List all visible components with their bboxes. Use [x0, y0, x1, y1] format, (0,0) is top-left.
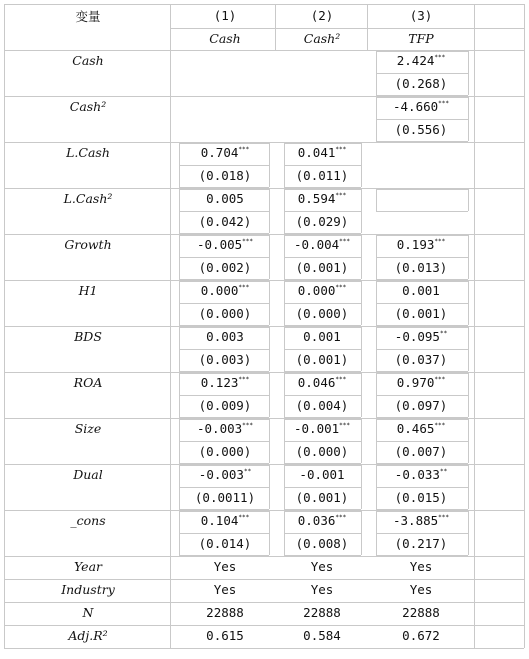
- coefficient-cell: [351, 467, 491, 483]
- cell-box-mid: [179, 395, 269, 396]
- cell-box-top: [284, 281, 361, 282]
- footer-value: [351, 559, 491, 575]
- row-label-text: BDS: [74, 329, 102, 344]
- row-label-text: ROA: [73, 375, 103, 390]
- coefficient-cell-text: 0.594: [297, 191, 336, 206]
- footer-label: [18, 605, 158, 621]
- empty-box-left: [376, 189, 377, 211]
- cell-box-mid: [284, 395, 361, 396]
- coefficient-cell: [351, 283, 491, 299]
- row-label: [18, 53, 158, 69]
- std-error-cell-text: (0.018): [198, 168, 252, 183]
- variable-header-text: 变量: [75, 9, 101, 24]
- std-error-cell-text: (0.001): [295, 490, 349, 505]
- coefficient-cell-text: 0.001: [303, 329, 341, 344]
- cell-box-bottom: [179, 279, 269, 280]
- row-label-text: Cash: [72, 53, 104, 68]
- cell-box-mid: [179, 487, 269, 488]
- std-error-cell: [351, 306, 491, 322]
- significance-stars: **: [243, 468, 252, 475]
- coefficient-cell: [252, 145, 392, 161]
- footer-value-text: 0.615: [206, 628, 244, 643]
- cell-box-mid: [179, 211, 269, 212]
- significance-stars: **: [439, 330, 448, 337]
- cell-box-top: [179, 465, 269, 466]
- header-divider: [170, 28, 524, 29]
- std-error-cell-text: (0.000): [198, 306, 252, 321]
- footer-label: [18, 628, 158, 644]
- footer-value-text: Yes: [213, 559, 237, 574]
- row-label: [18, 421, 158, 437]
- std-error-cell-text: (0.000): [198, 444, 252, 459]
- footer-row-separator: [4, 648, 524, 649]
- column-number-3-text: (3): [409, 8, 433, 23]
- row-label: [18, 237, 158, 253]
- label-column-line: [170, 96, 171, 142]
- column-number-2-text: (2): [310, 8, 334, 23]
- coefficient-cell-text: 0.001: [402, 283, 440, 298]
- row-label: [18, 513, 158, 529]
- cell-box-mid: [179, 533, 269, 534]
- cell-box-mid: [284, 257, 361, 258]
- cell-box-mid: [284, 211, 361, 212]
- cell-box-top: [179, 511, 269, 512]
- cell-box-bottom: [376, 555, 468, 556]
- column-name-1-text: Cash: [209, 31, 241, 46]
- cell-box-bottom: [179, 463, 269, 464]
- std-error-cell-text: (0.001): [295, 260, 349, 275]
- std-error-cell-text: (0.556): [394, 122, 448, 137]
- significance-stars: ***: [434, 54, 446, 61]
- row-label: [18, 329, 158, 345]
- coefficient-cell-text: 0.003: [206, 329, 244, 344]
- cell-box-top: [284, 419, 361, 420]
- coefficient-cell-text: 0.704: [200, 145, 239, 160]
- significance-stars: ***: [335, 376, 347, 383]
- row-label: [18, 145, 158, 161]
- cell-box-top: [376, 511, 468, 512]
- cell-box-mid: [284, 165, 361, 166]
- coefficient-cell-text: 0.000: [297, 283, 336, 298]
- std-error-cell-text: (0.002): [198, 260, 252, 275]
- cell-box-mid: [284, 533, 361, 534]
- footer-value-text: 22888: [206, 605, 244, 620]
- cell-box-bottom: [284, 325, 361, 326]
- std-error-cell-text: (0.268): [394, 76, 448, 91]
- cell-box-bottom: [376, 141, 468, 142]
- significance-stars: ***: [335, 284, 347, 291]
- cell-box-mid: [376, 441, 468, 442]
- cell-box-bottom: [284, 279, 361, 280]
- cell-box-top: [376, 373, 468, 374]
- coefficient-cell-text: 0.005: [206, 191, 244, 206]
- footer-value: [351, 582, 491, 598]
- std-error-cell-text: (0.011): [295, 168, 349, 183]
- coefficient-cell-text: 0.046: [297, 375, 336, 390]
- significance-stars: ***: [238, 376, 250, 383]
- significance-stars: ***: [438, 100, 449, 107]
- coefficient-cell: [252, 191, 392, 207]
- significance-stars: ***: [339, 422, 350, 429]
- footer-value-text: 0.584: [303, 628, 341, 643]
- row-label-text: Dual: [73, 467, 103, 482]
- coefficient-cell-text: -0.005: [197, 237, 243, 252]
- footer-value-text: Yes: [310, 582, 334, 597]
- coefficient-cell: [351, 53, 491, 69]
- std-error-cell-text: (0.003): [198, 352, 252, 367]
- std-error-cell-text: (0.007): [394, 444, 448, 459]
- coefficient-cell-text: -0.033: [394, 467, 440, 482]
- coefficient-cell-text: 0.970: [396, 375, 435, 390]
- cell-box-top: [284, 327, 361, 328]
- std-error-cell: [351, 122, 491, 138]
- cell-box-top: [284, 189, 361, 190]
- coefficient-cell: [351, 375, 491, 391]
- cell-box-top: [376, 51, 468, 52]
- std-error-cell: [351, 260, 491, 276]
- footer-value: [351, 605, 491, 621]
- cell-box-bottom: [284, 233, 361, 234]
- cell-box-top: [284, 143, 361, 144]
- cell-box-mid: [376, 257, 468, 258]
- coefficient-cell-text: -4.660: [393, 99, 439, 114]
- footer-value-text: Yes: [409, 559, 433, 574]
- cell-box-mid: [179, 303, 269, 304]
- std-error-cell-text: (0.014): [198, 536, 252, 551]
- footer-label: [18, 582, 158, 598]
- significance-stars: ***: [335, 514, 347, 521]
- row-label: [18, 99, 158, 115]
- row-label: [18, 467, 158, 483]
- column-number-1-text: (1): [213, 8, 237, 23]
- cell-box-mid: [376, 395, 468, 396]
- coefficient-cell: [351, 421, 491, 437]
- cell-box-bottom: [179, 187, 269, 188]
- cell-box-top: [284, 235, 361, 236]
- std-error-cell-text: (0.009): [198, 398, 252, 413]
- row-label-text: L.Cash²: [63, 191, 113, 206]
- coefficient-cell-text: 0.000: [200, 283, 239, 298]
- significance-stars: **: [439, 468, 448, 475]
- significance-stars: ***: [434, 422, 446, 429]
- cell-box-bottom: [179, 509, 269, 510]
- coefficient-cell: [351, 513, 491, 529]
- cell-box-mid: [376, 73, 468, 74]
- footer-value: [351, 628, 491, 644]
- row-separator: [4, 556, 524, 557]
- cell-box-mid: [179, 349, 269, 350]
- cell-box-top: [179, 281, 269, 282]
- coefficient-cell-text: -0.001: [294, 421, 340, 436]
- coefficient-cell-text: -0.003: [197, 421, 243, 436]
- std-error-cell: [351, 536, 491, 552]
- coefficient-cell-text: 0.193: [396, 237, 435, 252]
- row-label: [18, 283, 158, 299]
- cell-box-top: [376, 97, 468, 98]
- right-column-line: [474, 188, 475, 234]
- std-error-cell-text: (0.037): [394, 352, 448, 367]
- footer-value-text: 0.672: [402, 628, 440, 643]
- column-name-3-text: TFP: [408, 31, 434, 46]
- std-error-cell-text: (0.097): [394, 398, 448, 413]
- cell-box-top: [376, 235, 468, 236]
- footer-row-separator: [4, 579, 524, 580]
- footer-value-text: Yes: [213, 582, 237, 597]
- std-error-cell-text: (0.015): [394, 490, 448, 505]
- coefficient-cell-text: -3.885: [393, 513, 439, 528]
- cell-box-top: [284, 465, 361, 466]
- std-error-cell: [252, 168, 392, 184]
- cell-box-top: [179, 327, 269, 328]
- significance-stars: ***: [242, 422, 253, 429]
- std-error-cell-text: (0.029): [295, 214, 349, 229]
- cell-box-bottom: [179, 371, 269, 372]
- cell-box-bottom: [179, 417, 269, 418]
- table-right-border: [524, 4, 525, 648]
- cell-box-bottom: [376, 417, 468, 418]
- coefficient-cell: [351, 99, 491, 115]
- significance-stars: ***: [434, 376, 446, 383]
- std-error-cell-text: (0.042): [198, 214, 252, 229]
- cell-box-bottom: [376, 509, 468, 510]
- footer-row-separator: [4, 602, 524, 603]
- empty-box-top: [376, 189, 468, 190]
- row-label: [18, 191, 158, 207]
- coefficient-cell: [351, 237, 491, 253]
- coefficient-cell-text: 0.041: [297, 145, 336, 160]
- cell-box-mid: [179, 441, 269, 442]
- row-label-text: _cons: [70, 513, 106, 528]
- significance-stars: ***: [238, 146, 250, 153]
- cell-box-top: [376, 465, 468, 466]
- coefficient-cell-text: 2.424: [396, 53, 435, 68]
- cell-box-top: [284, 373, 361, 374]
- row-label-text: Cash²: [69, 99, 107, 114]
- cell-box-mid: [284, 349, 361, 350]
- std-error-cell: [351, 490, 491, 506]
- std-error-cell: [351, 352, 491, 368]
- coefficient-cell: [351, 329, 491, 345]
- cell-box-bottom: [376, 279, 468, 280]
- cell-box-top: [179, 373, 269, 374]
- cell-box-mid: [179, 257, 269, 258]
- footer-label-text: Adj.R²: [68, 628, 108, 643]
- coefficient-cell-text: 0.036: [297, 513, 336, 528]
- cell-box-top: [376, 327, 468, 328]
- cell-box-top: [179, 189, 269, 190]
- cell-box-bottom: [284, 187, 361, 188]
- cell-box-bottom: [376, 371, 468, 372]
- significance-stars: ***: [238, 284, 250, 291]
- cell-box-top: [179, 143, 269, 144]
- coefficient-cell-text: 0.123: [200, 375, 239, 390]
- coefficient-cell-text: -0.095: [394, 329, 440, 344]
- right-column-line: [474, 142, 475, 188]
- std-error-cell-text: (0.008): [295, 536, 349, 551]
- cell-box-bottom: [284, 509, 361, 510]
- row-label-text: L.Cash: [66, 145, 110, 160]
- std-error-cell: [351, 444, 491, 460]
- footer-label-text: N: [82, 605, 94, 620]
- std-error-cell-text: (0.217): [394, 536, 448, 551]
- row-label-text: H1: [78, 283, 98, 298]
- footer-label: [18, 559, 158, 575]
- significance-stars: ***: [335, 192, 347, 199]
- empty-box-bottom: [376, 211, 468, 212]
- cell-box-top: [376, 419, 468, 420]
- significance-stars: ***: [339, 238, 350, 245]
- coefficient-cell-text: -0.001: [299, 467, 345, 482]
- row-label: [18, 375, 158, 391]
- coefficient-cell-text: 0.104: [200, 513, 239, 528]
- table-top-border: [4, 4, 524, 5]
- significance-stars: ***: [238, 514, 250, 521]
- cell-box-mid: [284, 441, 361, 442]
- coefficient-cell-text: 0.465: [396, 421, 435, 436]
- variable-header: [18, 9, 158, 25]
- std-error-cell-text: (0.001): [295, 352, 349, 367]
- cell-box-top: [179, 235, 269, 236]
- std-error-cell: [351, 76, 491, 92]
- row-label-text: Size: [74, 421, 102, 436]
- significance-stars: ***: [242, 238, 253, 245]
- cell-box-bottom: [376, 95, 468, 96]
- footer-value-text: Yes: [310, 559, 334, 574]
- cell-box-bottom: [284, 417, 361, 418]
- cell-box-mid: [376, 349, 468, 350]
- significance-stars: ***: [434, 238, 446, 245]
- cell-box-mid: [376, 303, 468, 304]
- cell-box-mid: [376, 119, 468, 120]
- footer-label-text: Year: [74, 559, 102, 574]
- column-name-2-text: Cash²: [303, 31, 341, 46]
- cell-box-mid: [284, 303, 361, 304]
- cell-box-bottom: [376, 463, 468, 464]
- label-column-line: [170, 50, 171, 96]
- std-error-cell-text: (0.001): [394, 306, 448, 321]
- std-error-cell-text: (0.013): [394, 260, 448, 275]
- significance-stars: ***: [335, 146, 347, 153]
- cell-box-mid: [376, 487, 468, 488]
- footer-row-separator: [4, 625, 524, 626]
- cell-box-mid: [179, 165, 269, 166]
- cell-box-top: [376, 281, 468, 282]
- cell-box-bottom: [179, 233, 269, 234]
- footer-value-text: 22888: [303, 605, 341, 620]
- cell-box-top: [284, 511, 361, 512]
- cell-box-bottom: [179, 325, 269, 326]
- std-error-cell-text: (0.000): [295, 306, 349, 321]
- std-error-cell-text: (0.000): [295, 444, 349, 459]
- std-error-cell-text: (0.004): [295, 398, 349, 413]
- cell-box-bottom: [179, 555, 269, 556]
- column-name-3: [351, 31, 491, 47]
- std-error-cell-text: (0.0011): [194, 490, 256, 505]
- empty-box-right: [468, 189, 469, 211]
- column-number-3: [351, 8, 491, 24]
- cell-box-bottom: [284, 371, 361, 372]
- coefficient-cell-text: -0.004: [294, 237, 340, 252]
- std-error-cell: [252, 214, 392, 230]
- cell-box-bottom: [284, 555, 361, 556]
- cell-box-mid: [284, 487, 361, 488]
- row-label-text: Growth: [64, 237, 112, 252]
- cell-box-top: [179, 419, 269, 420]
- footer-value-text: 22888: [402, 605, 440, 620]
- footer-value-text: Yes: [409, 582, 433, 597]
- std-error-cell: [351, 398, 491, 414]
- coefficient-cell-text: -0.003: [198, 467, 244, 482]
- footer-label-text: Industry: [61, 582, 115, 597]
- cell-box-bottom: [284, 463, 361, 464]
- cell-box-mid: [376, 533, 468, 534]
- significance-stars: ***: [438, 514, 449, 521]
- cell-box-bottom: [376, 325, 468, 326]
